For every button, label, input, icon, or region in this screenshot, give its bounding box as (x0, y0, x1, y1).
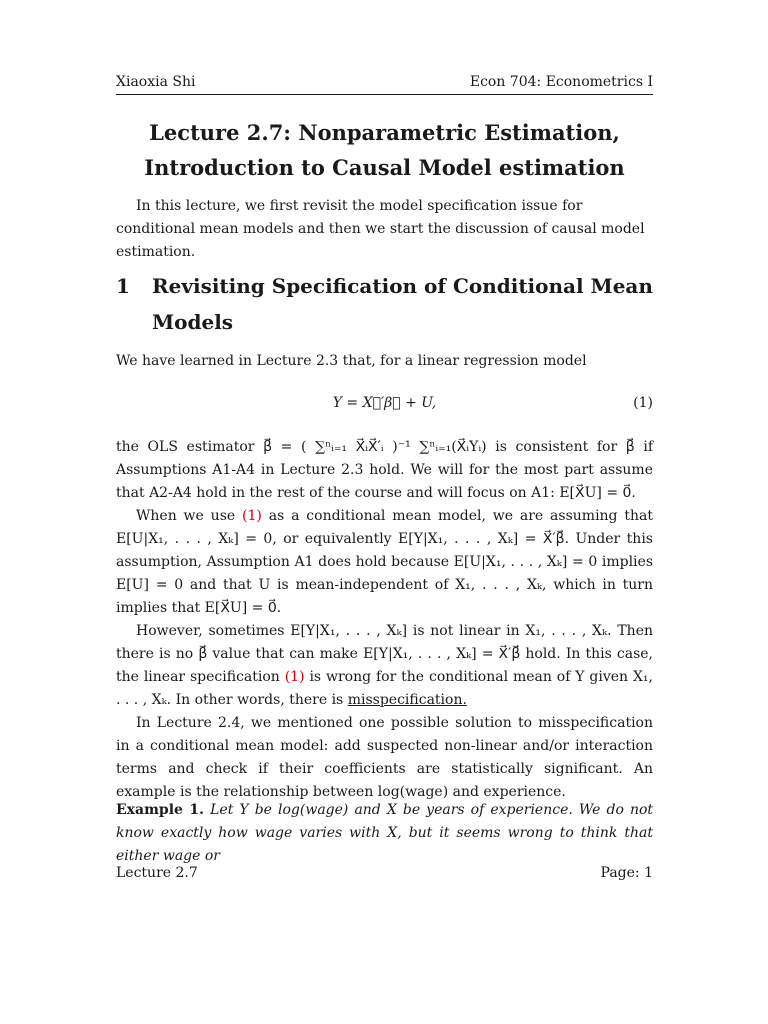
running-header (116, 72, 653, 95)
running-footer (116, 863, 653, 883)
equation-body: Y = X⃗′β⃗ + U, (332, 395, 437, 411)
lecture-title (116, 115, 653, 185)
however-text-b: is wrong for the conditional mean of Y given X₁, . . . , Xₖ. In other words, there is (116, 669, 653, 708)
equation-ref-link[interactable]: (1) (242, 508, 262, 524)
title-line-1: Lecture 2.7: Nonparametric Estimation, (149, 120, 620, 145)
equation-ref-link[interactable]: (1) (284, 669, 305, 685)
example-label: Example 1. (116, 802, 205, 818)
lecture24-paragraph: In Lecture 2.4, we mentioned one possible solution to misspecification in a conditional mean model: add suspected non-linear and/or interaction terms and check if their coefficients are statistically significant. An example is the relationship between log(wage) and experience. (116, 715, 653, 800)
footer-page: Page: 1 (600, 865, 653, 881)
ols-paragraph: the OLS estimator β⃗ = ( ∑ⁿᵢ₌₁ X⃗ᵢX⃗′ᵢ )⁻¹ ∑ⁿᵢ₌₁(X⃗ᵢYᵢ) is consistent for β⃗ if Assumptions A1-A4 in Lecture 2.3 hold. We will for the most part assume that A2-A4 hold in the rest of the course and will focus on A1: E[X⃗U] = 0⃗. (116, 439, 653, 501)
equation-label: (1) (633, 395, 653, 411)
header-author: Xiaoxia Shi (116, 74, 196, 90)
body-text (116, 436, 653, 804)
section-number: 1 (116, 274, 130, 298)
title-line-2: Introduction to Causal Model estimation (144, 155, 625, 180)
example-1 (116, 799, 653, 868)
use-text-b: as a conditional mean model, we are assuming that E[U|X₁, . . . , Xₖ] = 0, or equivalently E[Y|X₁, . . . , Xₖ] = X⃗′β⃗. Under this assumption, Assumption A1 does hold because E[U|X₁, . . . , Xₖ] = 0 implies E[U] = 0 and that U is mean-independent of X₁, . . . , Xₖ, which in turn implies that E[X⃗U] = 0⃗. (116, 508, 653, 616)
conditional-mean-paragraph (116, 505, 653, 620)
however-text-a: However, sometimes E[Y|X₁, . . . , Xₖ] is not linear in X₁, . . . , Xₖ. Then there is no β⃗ value that can make E[Y|X₁, . . . , Xₖ] = X⃗′β⃗ hold. In this case, the linear specification (116, 623, 653, 685)
intro-paragraph: In this lecture, we first revisit the model specification issue for conditional mean models and then we start the discussion of causal model estimation. (116, 198, 645, 260)
header-course: Econ 704: Econometrics I (469, 74, 653, 90)
section-heading (116, 268, 676, 340)
section-title: Revisiting Specification of Conditional Mean Models (152, 274, 653, 334)
use-text-a: When we use (136, 508, 243, 524)
learned-paragraph: We have learned in Lecture 2.3 that, for a linear regression model (116, 353, 587, 369)
example-text: Let Y be log(wage) and X be years of experience. We do not know exactly how wage varies with X, but it seems wrong to think that either wage or (116, 802, 654, 864)
footer-lecture: Lecture 2.7 (116, 865, 198, 881)
misspecification-term: misspecification. (347, 692, 467, 708)
nonlinear-paragraph (116, 620, 653, 712)
